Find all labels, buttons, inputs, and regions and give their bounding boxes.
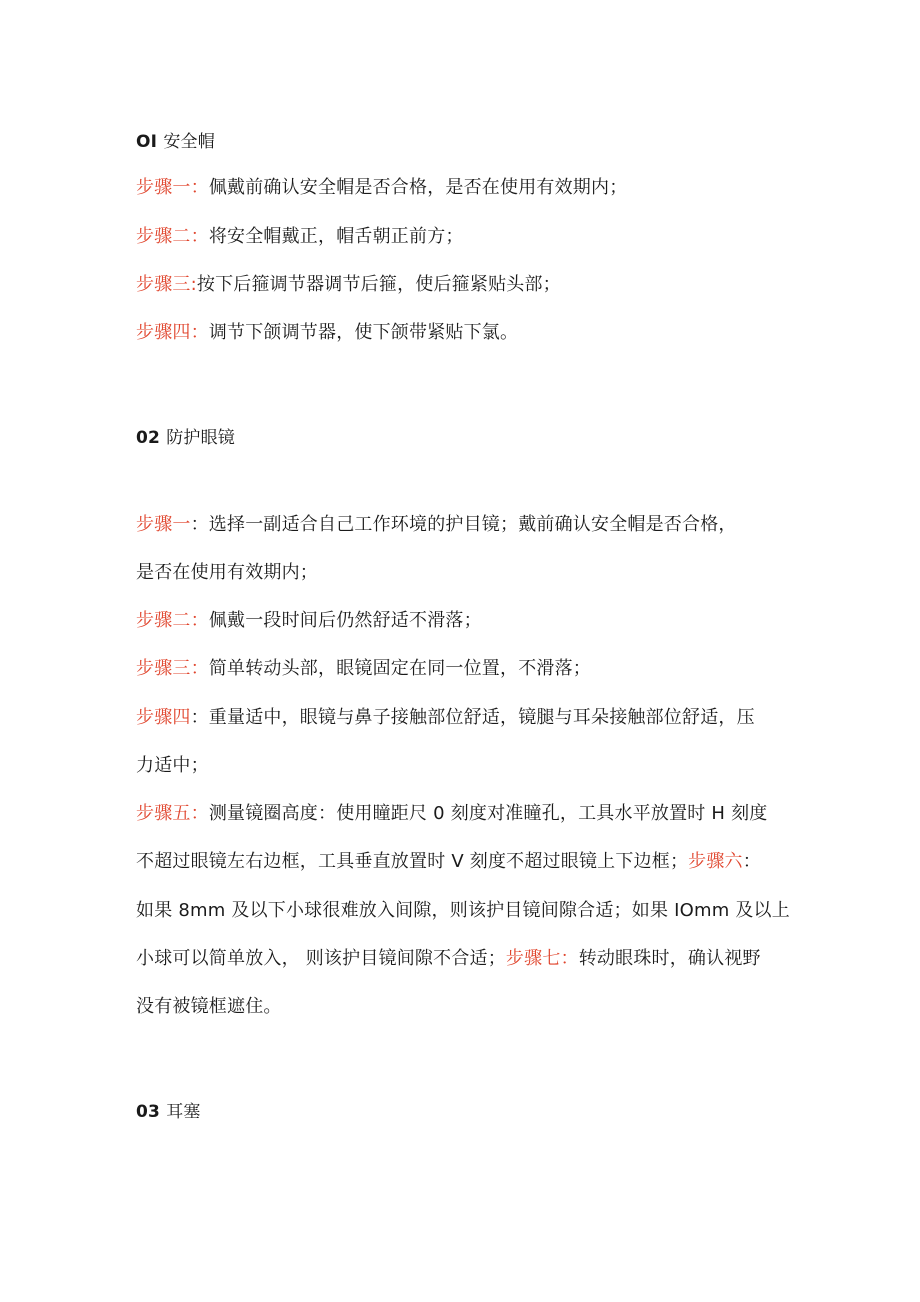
step-text: 按下后箍调节器调节后箍，使后箍紧贴头部； <box>196 274 561 295</box>
step-label: 步骤七： <box>505 948 579 969</box>
section-number: 03 <box>136 1102 161 1122</box>
section-heading-earplugs <box>136 1100 796 1124</box>
step-text: 佩戴前确认安全帽是否合格，是否在使用有效期内； <box>208 177 628 198</box>
section-heading-helmet <box>136 130 796 154</box>
section-heading-goggles <box>136 426 796 450</box>
step-text: 是否在使用有效期内； <box>136 562 318 583</box>
section-title: 防护眼镜 <box>166 428 235 448</box>
paragraph-line <box>136 802 796 826</box>
step-text: ：重量适中，眼镜与鼻子接触部位舒适，镜腿与耳朵接触部位舒适，压 <box>190 707 755 728</box>
step-label: 步骤一 <box>136 514 191 535</box>
step-text: 佩戴一段时间后仍然舒适不滑落； <box>208 610 482 631</box>
step-text: 调节下颌调节器，使下颌带紧贴下氯。 <box>208 322 519 343</box>
paragraph-line <box>136 850 796 874</box>
step-text: 将安全帽戴正，帽舌朝正前方； <box>208 226 464 247</box>
paragraph-line <box>136 225 796 249</box>
step-text: 小球可以简单放入， 则该护目镜间隙不合适； <box>136 948 506 969</box>
step-label: 步骤一： <box>136 177 209 198</box>
paragraph-line <box>136 657 796 681</box>
step-text: ： <box>742 851 761 872</box>
paragraph-line <box>136 176 796 200</box>
step-label: 步骤六 <box>688 851 743 872</box>
step-text: 简单转动头部，眼镜固定在同一位置，不滑落； <box>208 658 592 679</box>
step-text: 测量镜圈高度：使用瞳距尺 0 刻度对准瞳孔，工具水平放置时 H 刻度 <box>208 803 768 824</box>
step-label: 步骤五： <box>136 803 209 824</box>
step-label: 步骤四： <box>136 322 209 343</box>
step-label: 步骤二： <box>136 226 209 247</box>
step-text: 力适中； <box>136 755 209 776</box>
paragraph-line <box>136 899 796 923</box>
step-label: 步骤三: <box>136 274 197 295</box>
step-text: ：选择一副适合自己工作环境的护目镜；戴前确认安全帽是否合格， <box>190 514 737 535</box>
section-number: OI <box>136 132 158 152</box>
step-label: 步骤三： <box>136 658 209 679</box>
step-text: 转动眼珠时，确认视野 <box>578 948 761 969</box>
paragraph-line <box>136 947 796 971</box>
section-title: 耳塞 <box>166 1102 201 1122</box>
section-title: 安全帽 <box>163 132 215 152</box>
paragraph-line <box>136 754 796 778</box>
paragraph-line <box>136 561 796 585</box>
section-number: 02 <box>136 428 161 448</box>
paragraph-line <box>136 321 796 345</box>
paragraph-line <box>136 609 796 633</box>
step-label: 步骤二： <box>136 610 209 631</box>
paragraph-line <box>136 513 796 537</box>
step-text: 不超过眼镜左右边框，工具垂直放置时 V 刻度不超过眼镜上下边框； <box>136 851 689 872</box>
step-text: 如果 8mm 及以下小球很难放入间隙，则该护目镜间隙合适；如果 IOmm 及以上 <box>136 900 790 921</box>
step-label: 步骤四 <box>136 707 191 728</box>
step-text: 没有被镜框遮住。 <box>136 996 282 1017</box>
paragraph-line <box>136 995 796 1019</box>
paragraph-line <box>136 706 796 730</box>
paragraph-line <box>136 273 796 297</box>
